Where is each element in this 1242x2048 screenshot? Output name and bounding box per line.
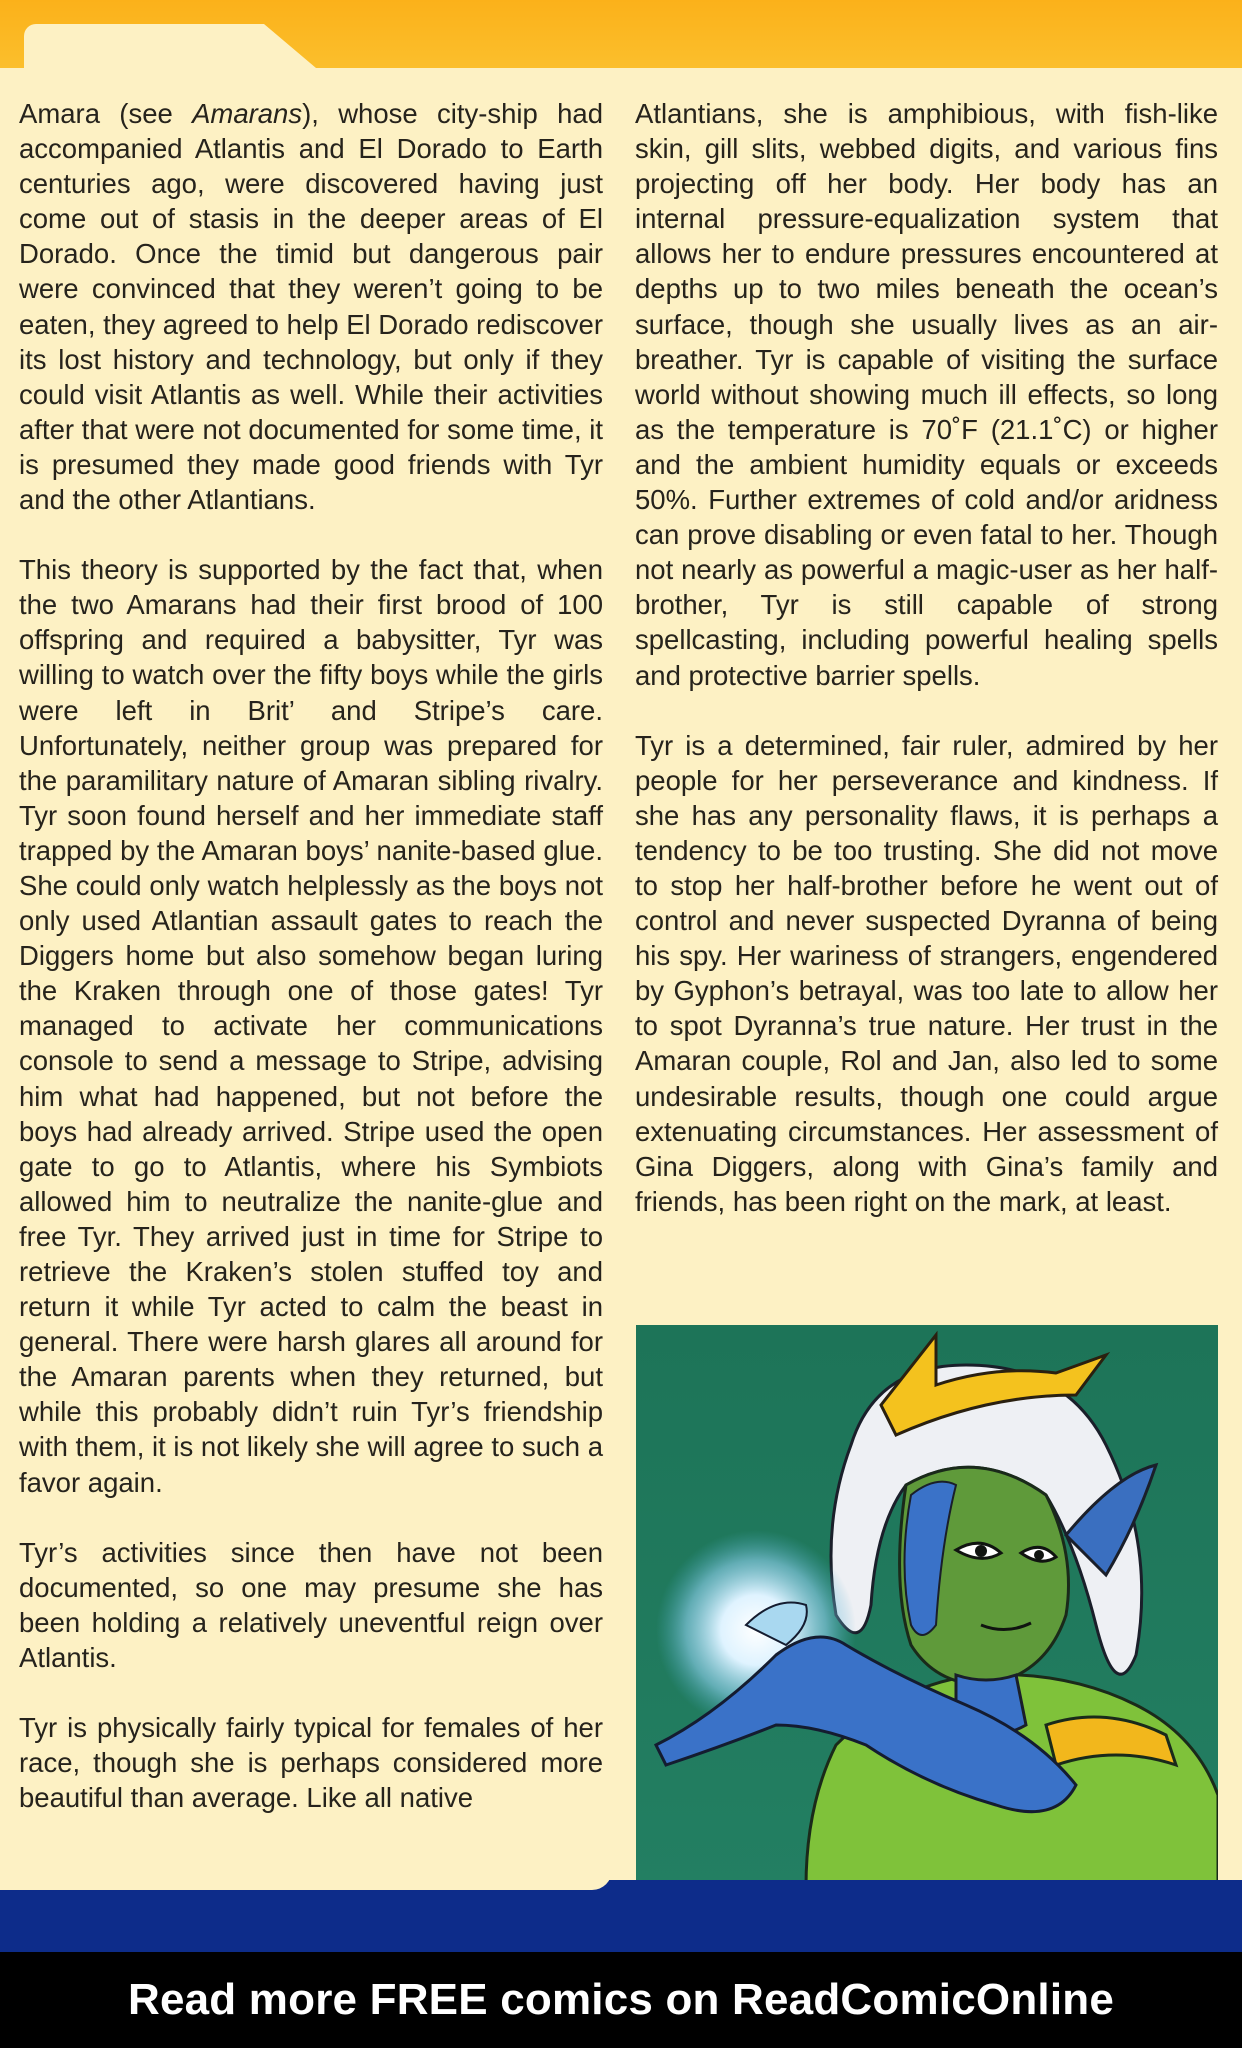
left-p1-rest: ), whose city-ship had accompanied Atlantis and El Dorado to Earth centuries ago, were discovered having just come out of stasis in the deeper areas of El Dorado. Once the timid but dangerous pair were convinced that they weren’t going to be eaten, they agreed to help El Dorado rediscover its lost history and technology, but only if they could visit Atlantis as well. While their activities after that were not documented for some time, it is presumed they made good friends with Tyr and the other Atlantians. xyxy=(19,98,603,516)
right-paragraph-1: Atlantians, she is amphibious, with fish-like skin, gill slits, webbed digits, and various fins projecting off her body. Her body has an internal pressure-equalization system that allows her to endure pressures encountered at depths up to two miles beneath the ocean’s surface, though she usually lives as an air-breather. Tyr is capable of visiting the surface world without showing much ill effects, so long as the temperature is 70˚F (21.1˚C) or higher and the ambient humidity equals or exceeds 50%. Further extremes of cold and/or aridness can prove disabling or even fatal to her. Though not nearly as powerful a magic-user as her half-brother, Tyr is still capable of strong spellcasting, including powerful healing spells and protective barrier spells. xyxy=(635,98,1218,691)
promo-banner-text[interactable]: Read more FREE comics on ReadComicOnline xyxy=(127,1975,1114,2024)
bottom-blue-band xyxy=(0,1880,1242,1952)
tyr-illustration xyxy=(636,1325,1218,1893)
promo-banner[interactable] xyxy=(0,1952,1242,2048)
top-folder-tab xyxy=(24,24,316,84)
left-text-column xyxy=(19,96,603,1815)
right-paragraph-2: Tyr is a determined, fair ruler, admired by her people for her perseverance and kindness. If she has any personality flaws, it is perhaps a tendency to be too trusting. She did not move to stop her half-brother before he went out of control and never suspected Dyranna of being his spy. Her wariness of strangers, engendered by Gyphon’s betrayal, was too late to allow her to spot Dyranna’s true nature. Her trust in the Amaran couple, Rol and Jan, also led to some undesirable results, though one could argue extenuating circumstances. Her assessment of Gina Diggers, along with Gina’s family and friends, has been right on the mark, at least. xyxy=(635,729,1218,1217)
left-paragraph-1 xyxy=(19,96,603,517)
bottom-folder-tab xyxy=(0,1870,612,1890)
right-text-column xyxy=(635,96,1218,1219)
left-paragraph-3: Tyr’s activities since then have not been documented, so one may presume she has been holding a relatively uneventful reign over Atlantis. xyxy=(19,1536,603,1673)
left-paragraph-2: This theory is supported by the fact that, when the two Amarans had their first brood of 100 offspring and required a babysitter, Tyr was willing to watch over the fifty boys while the girls were left in Brit’ and Stripe’s care. Unfortunately, neither group was prepared for the paramilitary nature of Amaran sibling rivalry. Tyr soon found herself and her immediate staff trapped by the Amaran boys’ nanite-based glue. She could only watch helplessly as the boys not only used Atlantian assault gates to reach the Diggers home but also somehow began luring the Kraken through one of those gates! Tyr managed to activate her communications console to send a message to Stripe, advising him what had happened, but not before the boys had already arrived. Stripe used the open gate to go to Atlantis, where his Symbiots allowed him to neutralize the nanite-glue and free Tyr. They arrived just in time for Stripe to retrieve the Kraken’s stolen stuffed toy and return it while Tyr acted to calm the beast in general. There were harsh glares all around for the Amaran parents when they returned, but while this probably didn’t ruin Tyr’s friendship with them, it is not likely she will agree to such a favor again. xyxy=(19,554,603,1498)
amarans-reference: Amarans xyxy=(192,98,303,129)
left-pupil xyxy=(975,1545,987,1557)
left-p1-start: Amara (see xyxy=(19,98,193,129)
left-paragraph-4: Tyr is physically fairly typical for females of her race, though she is perhaps considered more beautiful than average. Like all native xyxy=(19,1712,603,1814)
tyr-portrait-drawing xyxy=(636,1325,1218,1887)
right-pupil xyxy=(1034,1550,1044,1560)
